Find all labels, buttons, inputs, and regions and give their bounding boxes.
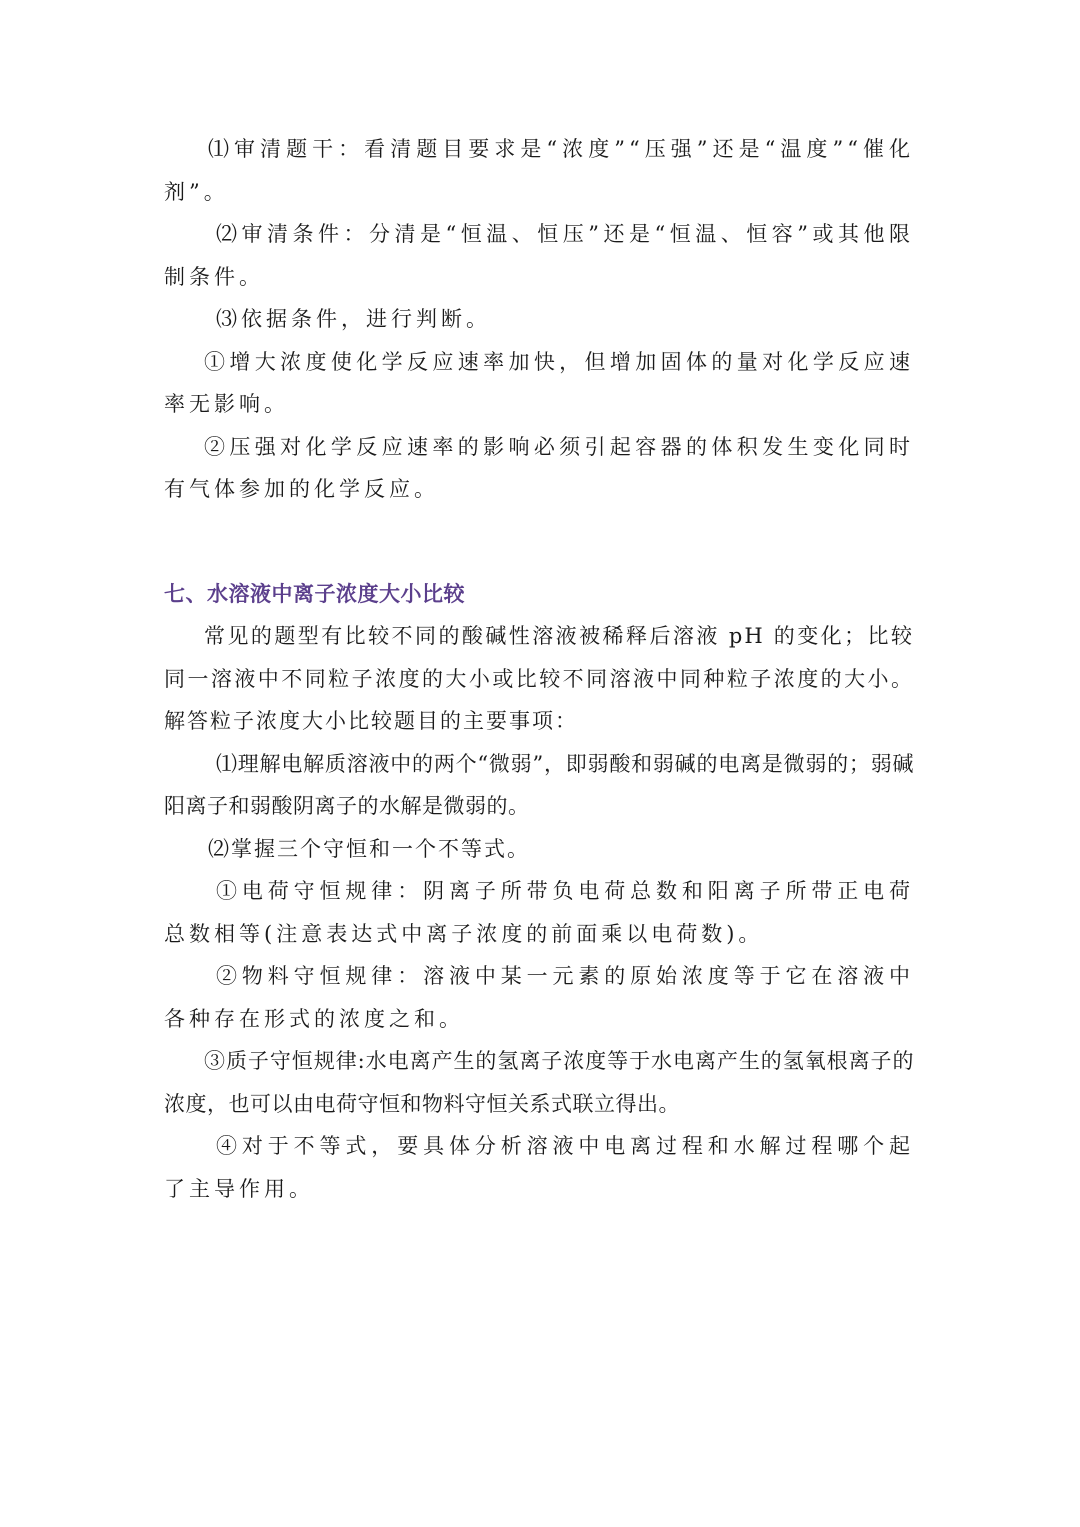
paragraph-judge-by-conditions: ⑶依据条件，进行判断。 (216, 307, 491, 331)
section-spacer (164, 511, 914, 573)
paragraph-charge-conservation: ①电荷守恒规律：阴离子所带负电荷总数和阳离子所带正电荷总数相等(注意表达式中离子浓度的前面乘以电荷数)。 (164, 879, 914, 946)
paragraph-review-question: ⑴审清题干：看清题目要求是“浓度”“压强”还是“温度”“催化剂”。 (164, 137, 914, 204)
paragraph-pressure-effect: ②压强对化学反应速率的影响必须引起容器的体积发生变化同时有气体参加的化学反应。 (164, 434, 914, 501)
section-heading: 七、水溶液中离子浓度大小比较 (164, 580, 465, 606)
paragraph-proton-conservation: ③质子守恒规律:水电离产生的氢离子浓度等于水电离产生的氢氧根离子的浓度，也可以由电荷守恒和物料守恒关系式联立得出。 (164, 1049, 914, 1116)
paragraph-intro: 常见的题型有比较不同的酸碱性溶液被稀释后溶液 pH 的变化；比较同一溶液中不同粒子浓度的大小或比较不同溶液中同种粒子浓度的大小。解答粒子浓度大小比较题目的主要事项： (164, 624, 914, 733)
paragraph-three-conservations: ⑵掌握三个守恒和一个不等式。 (208, 836, 530, 861)
paragraph-inequality: ④对于不等式，要具体分析溶液中电离过程和水解过程哪个起了主导作用。 (164, 1134, 914, 1201)
paragraph-material-conservation: ②物料守恒规律：溶液中某一元素的原始浓度等于它在溶液中各种存在形式的浓度之和。 (164, 964, 914, 1031)
document-body (164, 128, 914, 1210)
paragraph-review-conditions: ⑵审清条件：分清是“恒温、恒压”还是“恒温、恒容”或其他限制条件。 (164, 222, 914, 289)
paragraph-concentration-effect: ①增大浓度使化学反应速率加快，但增加固体的量对化学反应速率无影响。 (164, 349, 914, 416)
paragraph-two-weak: ⑴理解电解质溶液中的两个“微弱”，即弱酸和弱碱的电离是微弱的；弱碱阳离子和弱酸阴离子的水解是微弱的。 (164, 751, 914, 818)
